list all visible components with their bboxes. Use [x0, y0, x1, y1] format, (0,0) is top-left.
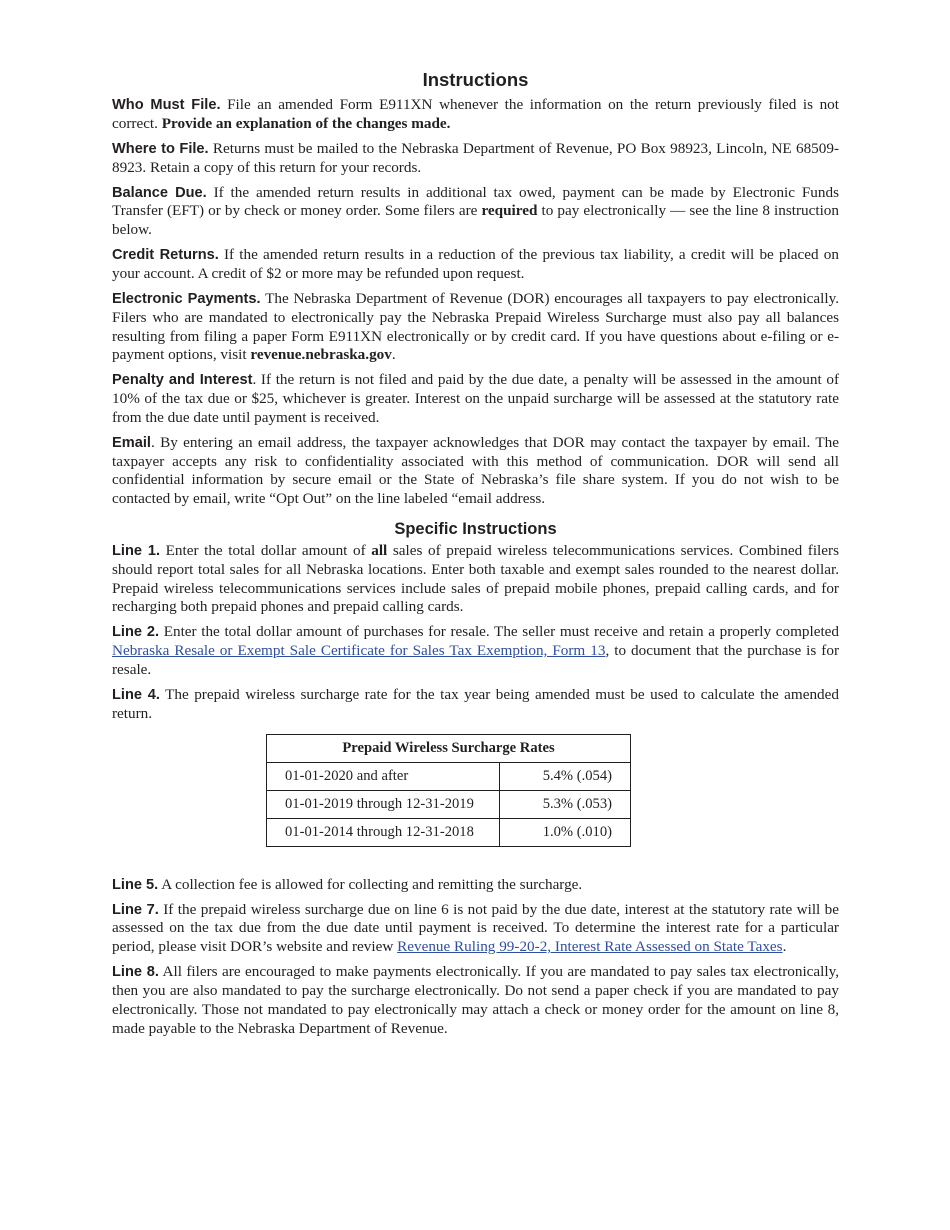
email-text: . By entering an email address, the taxpayer acknowledges that DOR may contact the taxpayer by email. The taxpayer accepts any risk to confidentiality associated with this method of communication. DOR will send all confidential information by secure email or the State of Nebraska’s file share system. If you do not wish to be contacted by email, write “Opt Out” on the line labeled “email address. — [112, 433, 839, 508]
line-1-text-1: Enter the total dollar amount of — [160, 542, 372, 560]
rate-period: 01-01-2019 through 12-31-2019 — [267, 790, 500, 818]
line-1-paragraph — [112, 542, 839, 617]
who-must-file-bold: Provide an explanation of the changes made. — [161, 114, 451, 132]
balance-due-paragraph — [112, 184, 839, 240]
rate-period: 01-01-2020 and after — [267, 762, 500, 790]
credit-returns-paragraph — [112, 246, 839, 284]
email-paragraph — [112, 434, 839, 509]
line-8-paragraph — [112, 963, 839, 1038]
credit-returns-text: If the amended return results in a reduction of the previous tax liability, a credit will be placed on your account. A credit of $2 or more may be refunded upon request. — [112, 246, 839, 282]
penalty-interest-text: . If the return is not filed and paid by the due date, a penalty will be assessed in the amount of 10% of the tax due or $25, whichever is greater. Interest on the unpaid surcharge will be assessed at the statutory rate from the due date until payment is received. — [112, 371, 840, 426]
where-to-file-text: Returns must be mailed to the Nebraska Department of Revenue, PO Box 98923, Lincoln, NE 68509-8923. Retain a copy of this return for your records. — [112, 139, 839, 176]
line-5-text: A collection fee is allowed for collecting and remitting the surcharge. — [158, 875, 583, 893]
specific-instructions-title: Specific Instructions — [394, 520, 557, 539]
table-header-row — [267, 734, 631, 762]
line-4-paragraph — [112, 686, 839, 724]
line-5-paragraph — [112, 876, 839, 895]
balance-due-text-2: to pay electronically — see the line 8 instruction below. — [112, 202, 839, 239]
surcharge-rates-table — [266, 734, 631, 847]
line-7-text-2: . — [782, 938, 787, 956]
page-title: Instructions — [422, 69, 529, 90]
electronic-payments-end: . — [391, 346, 396, 364]
line-1-text-2: sales of prepaid wireless telecommunications services. Combined filers should report total sales for all Nebraska locations. Enter both taxable and exempt sales rounded to the nearest dollar. Prepaid wireless telecommunications services include sales of prepaid mobile phones, prepaid calling cards, and for recharging both prepaid phones and prepaid calling cards. — [112, 542, 839, 616]
penalty-interest-heading: Penalty and Interest — [112, 372, 253, 389]
electronic-payments-text: The Nebraska Department of Revenue (DOR) encourages all taxpayers to pay electronically. Filers who are mandated to electronically pay the Nebraska Prepaid Wireless Surcharge must also pay all balances resulting from filing a paper Form E911XN electronically or by credit card. If you have questions about e-filing or e-payment options, visit — [112, 289, 839, 364]
line-7-text-1: If the prepaid wireless surcharge due on line 6 is not paid by the due date, interest at the statutory rate will be assessed on the tax due from the due date until payment is received. To determine the interest rate for a particular period, please visit DOR’s website and review — [112, 900, 839, 956]
where-to-file-paragraph — [112, 140, 839, 178]
rates-table-title: Prepaid Wireless Surcharge Rates — [267, 734, 631, 762]
instructions-page — [112, 68, 839, 1045]
credit-returns-heading: Credit Returns. — [112, 247, 219, 264]
electronic-payments-heading: Electronic Payments. — [112, 290, 261, 307]
rates-table-wrapper — [112, 734, 839, 847]
email-heading: Email — [112, 434, 151, 451]
line-1-heading: Line 1. — [112, 543, 161, 560]
line-4-text: The prepaid wireless surcharge rate for the tax year being amended must be used to calculate the amended return. — [112, 686, 839, 722]
balance-due-heading: Balance Due. — [112, 184, 207, 201]
line-2-text-1: Enter the total dollar amount of purchases for resale. The seller must receive and retain a properly completed — [159, 623, 839, 641]
electronic-payments-paragraph — [112, 290, 839, 365]
rate-value: 1.0% (.010) — [500, 818, 631, 846]
who-must-file-text: File an amended Form E911XN whenever the information on the return previously filed is not correct. — [112, 96, 839, 132]
line-1-bold: all — [371, 542, 388, 560]
where-to-file-heading: Where to File. — [112, 140, 209, 157]
table-row — [267, 790, 631, 818]
balance-due-text-1: If the amended return results in additional tax owed, payment can be made by Electronic Funds Transfer (EFT) or by check or money order. Some filers are — [112, 183, 839, 220]
revenue-ruling-link[interactable]: Revenue Ruling 99-20-2, Interest Rate Assessed on State Taxes — [397, 938, 783, 956]
rate-value: 5.3% (.053) — [500, 790, 631, 818]
line-2-text-2: , to document that the purchase is for resale. — [112, 642, 840, 679]
line-8-heading: Line 8. — [112, 964, 159, 981]
penalty-interest-paragraph — [112, 371, 839, 427]
line-2-heading: Line 2. — [112, 624, 160, 641]
form-13-link[interactable]: Nebraska Resale or Exempt Sale Certificate for Sales Tax Exemption, Form 13 — [112, 642, 606, 660]
table-row — [267, 818, 631, 846]
line-4-heading: Line 4. — [112, 687, 160, 704]
line-7-paragraph — [112, 901, 839, 957]
line-7-heading: Line 7. — [112, 901, 159, 918]
rate-period: 01-01-2014 through 12-31-2018 — [267, 818, 500, 846]
line-2-paragraph — [112, 623, 839, 679]
line-5-heading: Line 5. — [112, 876, 159, 893]
line-8-text: All filers are encouraged to make payments electronically. If you are mandated to pay sales tax electronically, then you are also mandated to pay the surcharge electronically. Do not send a paper check if you are mandated to pay electronically. Those not mandated to pay electronically may attach a check or money order for the amount on line 8, made payable to the Nebraska Department of Revenue. — [112, 963, 839, 1037]
rate-value: 5.4% (.054) — [500, 762, 631, 790]
revenue-site: revenue.nebraska.gov — [250, 346, 392, 364]
who-must-file-paragraph — [112, 96, 839, 134]
balance-due-bold: required — [481, 202, 538, 220]
who-must-file-heading: Who Must File. — [112, 97, 221, 113]
table-row — [267, 762, 631, 790]
